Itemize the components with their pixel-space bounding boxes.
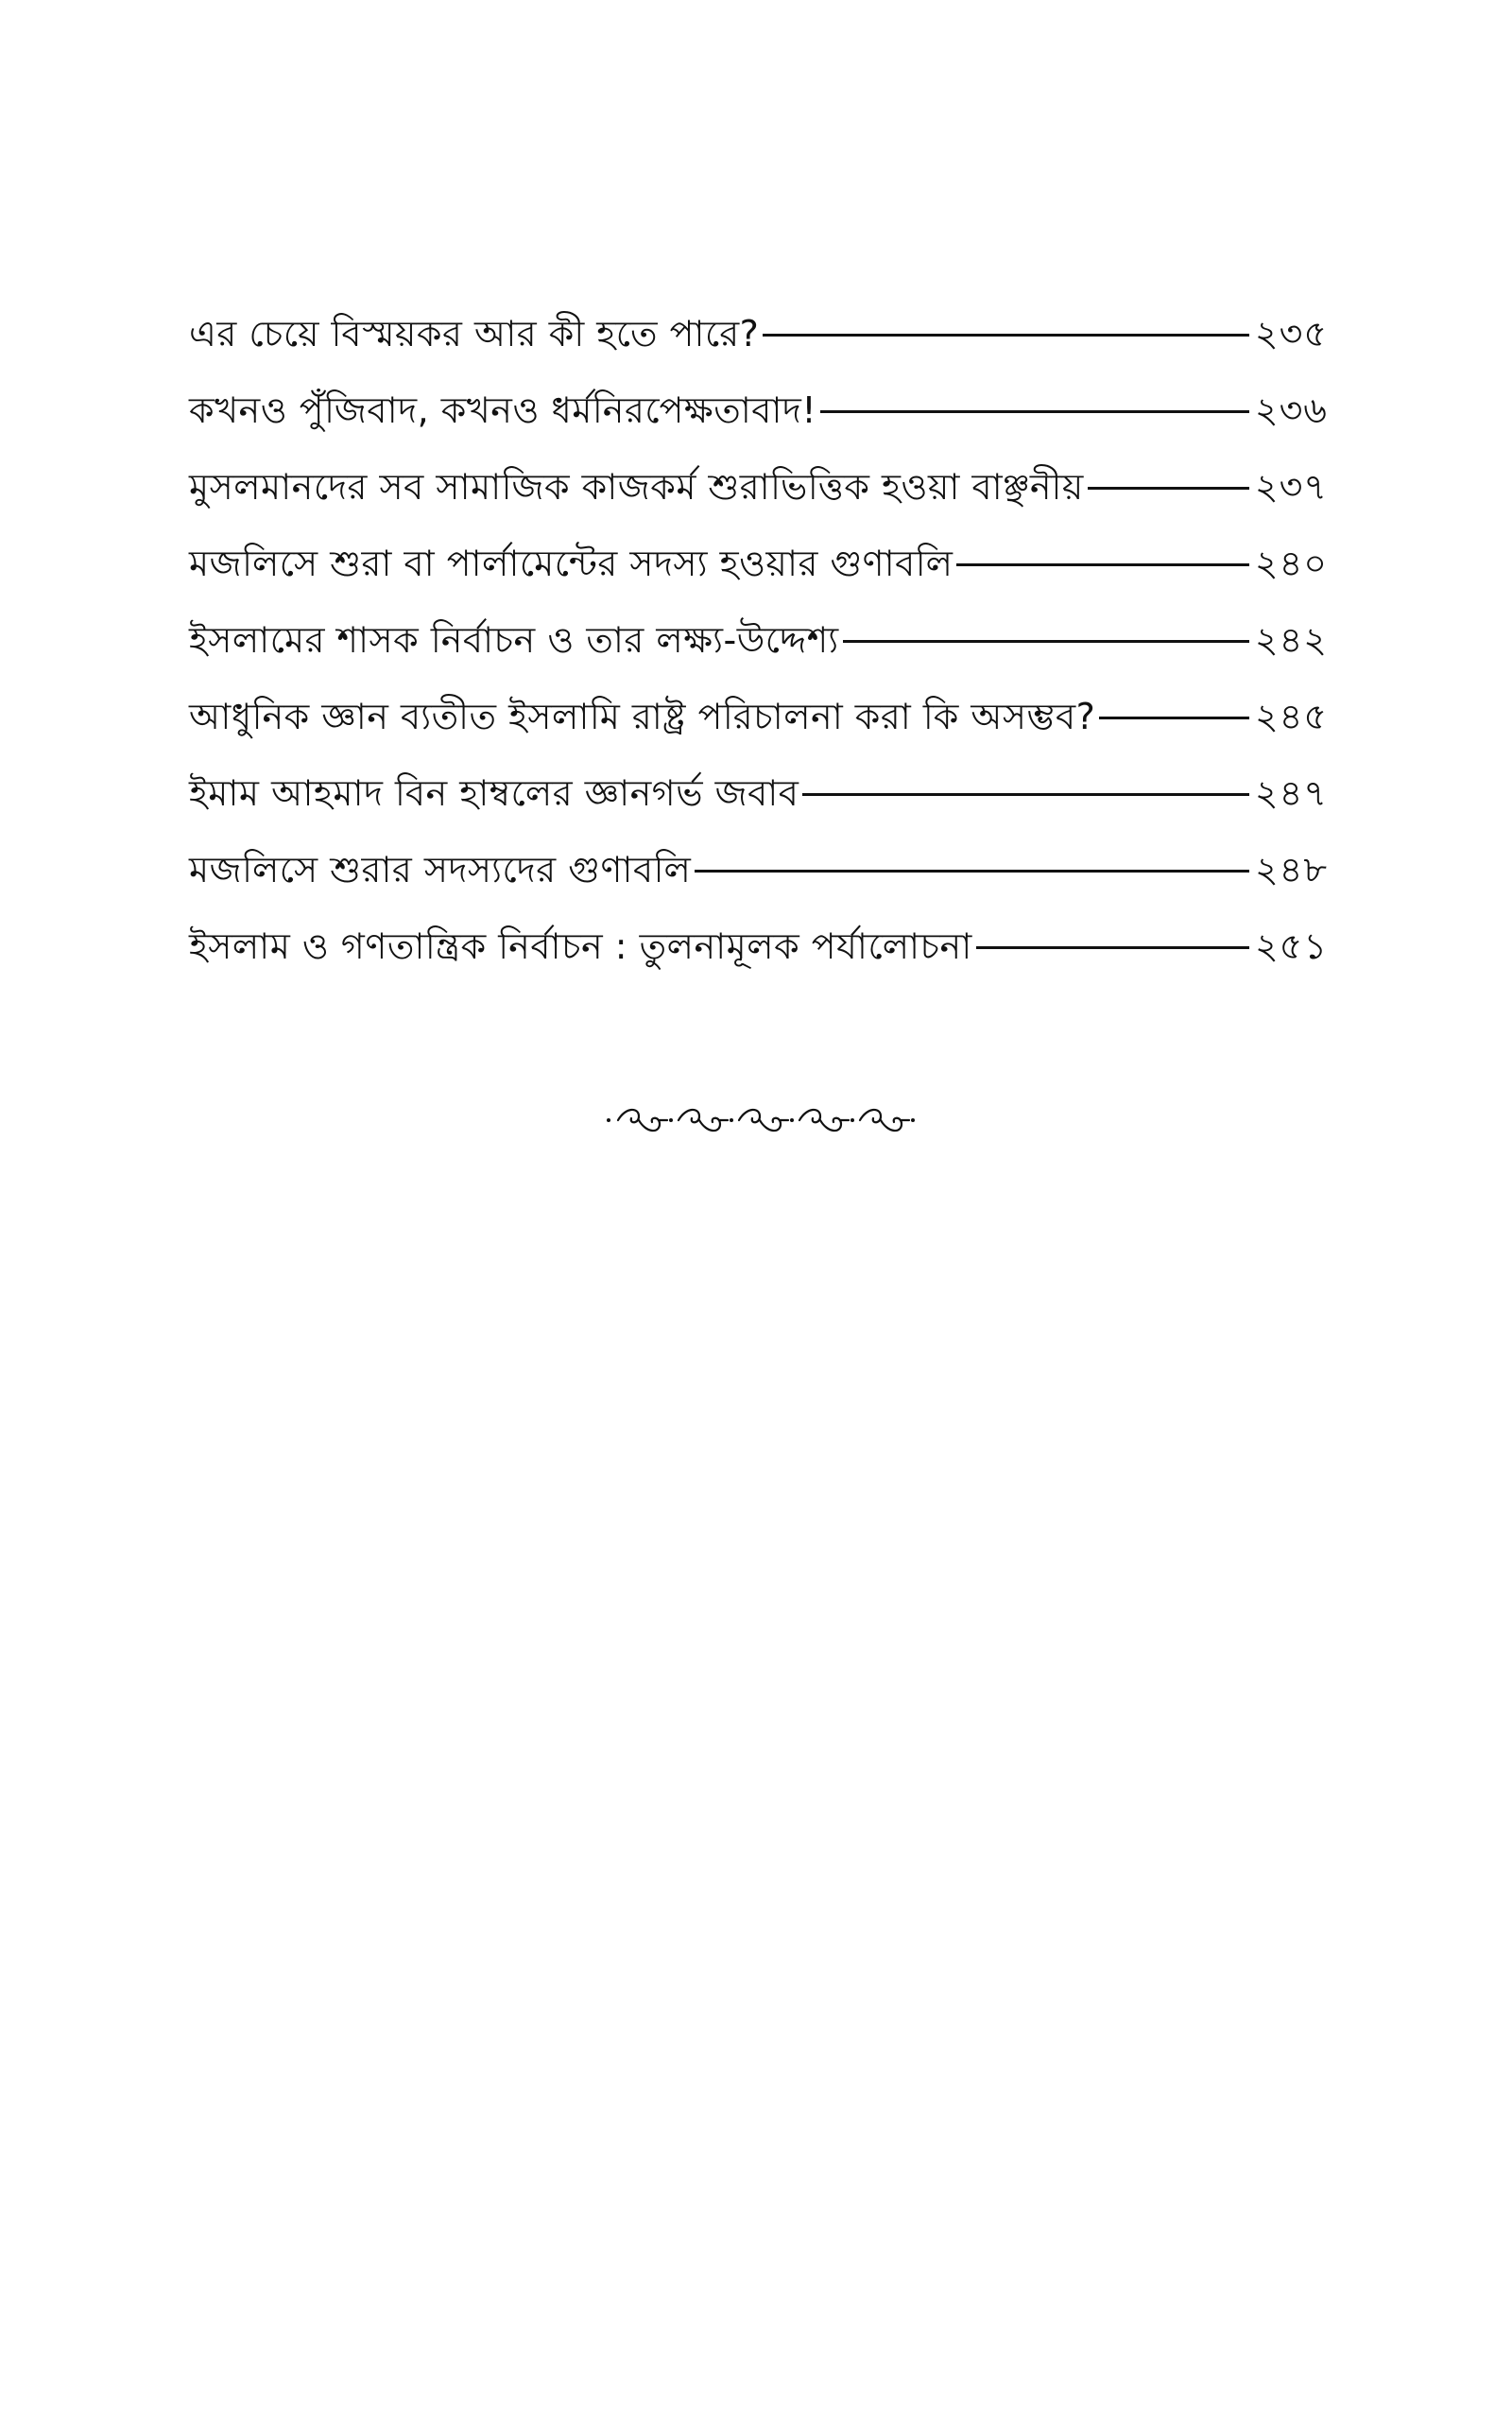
toc-entry [189, 295, 1328, 372]
toc-entry-page: ২৫১ [1254, 925, 1328, 967]
toc-leader-line [820, 410, 1249, 413]
toc-entry-page: ২৪২ [1254, 618, 1328, 661]
toc-entry-title: কখনও পুঁজিবাদ, কখনও ধর্মনিরপেক্ষতাবাদ! [189, 389, 817, 431]
toc-leader-line [956, 563, 1248, 566]
toc-entry-page: ২৪৫ [1254, 695, 1328, 737]
toc-entry [189, 831, 1328, 908]
toc-entry-page: ২৪৮ [1254, 848, 1328, 890]
toc-leader-line [843, 640, 1249, 643]
toc-leader-line [802, 793, 1249, 796]
toc-entry-title: মুসলমানদের সব সামাজিক কাজকর্ম শুরাভিত্তিক হওয়া বাঞ্ছনীয় [189, 465, 1084, 508]
toc-entry-title: ইসলামের শাসক নির্বাচন ও তার লক্ষ্য-উদ্দেশ্য [189, 618, 839, 661]
toc-entry [189, 678, 1328, 754]
toc-entry-page: ২৪০ [1254, 542, 1328, 584]
toc-entry [189, 448, 1328, 525]
toc-entry [189, 601, 1328, 678]
decorative-divider-icon [605, 1097, 926, 1144]
toc-entry-page: ২৩৭ [1254, 465, 1328, 508]
toc-leader-line [763, 334, 1249, 337]
toc-entry-page: ২৩৫ [1254, 312, 1328, 354]
toc-entry-title: এর চেয়ে বিস্ময়কর আর কী হতে পারে? [189, 312, 760, 354]
toc-entry [189, 372, 1328, 448]
toc-entry-title: মজলিসে শুরা বা পার্লামেন্টের সদস্য হওয়ার গুণাবলি [189, 542, 954, 584]
toc-entry-title: মজলিসে শুরার সদস্যদের গুণাবলি [189, 848, 692, 890]
toc-leader-line [976, 946, 1249, 949]
toc-leader-line [1099, 717, 1249, 719]
toc-entry-title: ইমাম আহমাদ বিন হাম্বলের জ্ঞানগর্ভ জবাব [189, 771, 799, 814]
toc-entry-page: ২৩৬ [1254, 389, 1328, 431]
toc-leader-line [695, 870, 1249, 873]
toc-entry-page: ২৪৭ [1254, 771, 1328, 814]
table-of-contents [189, 295, 1328, 984]
toc-entry [189, 525, 1328, 601]
toc-leader-line [1088, 487, 1249, 490]
toc-entry-title: আধুনিক জ্ঞান ব্যতীত ইসলামি রাষ্ট্র পরিচালনা করা কি অসম্ভব? [189, 695, 1096, 737]
toc-entry-title: ইসলাম ও গণতান্ত্রিক নির্বাচন : তুলনামূলক পর্যালোচনা [189, 925, 972, 967]
toc-entry [189, 754, 1328, 831]
toc-entry [189, 908, 1328, 984]
